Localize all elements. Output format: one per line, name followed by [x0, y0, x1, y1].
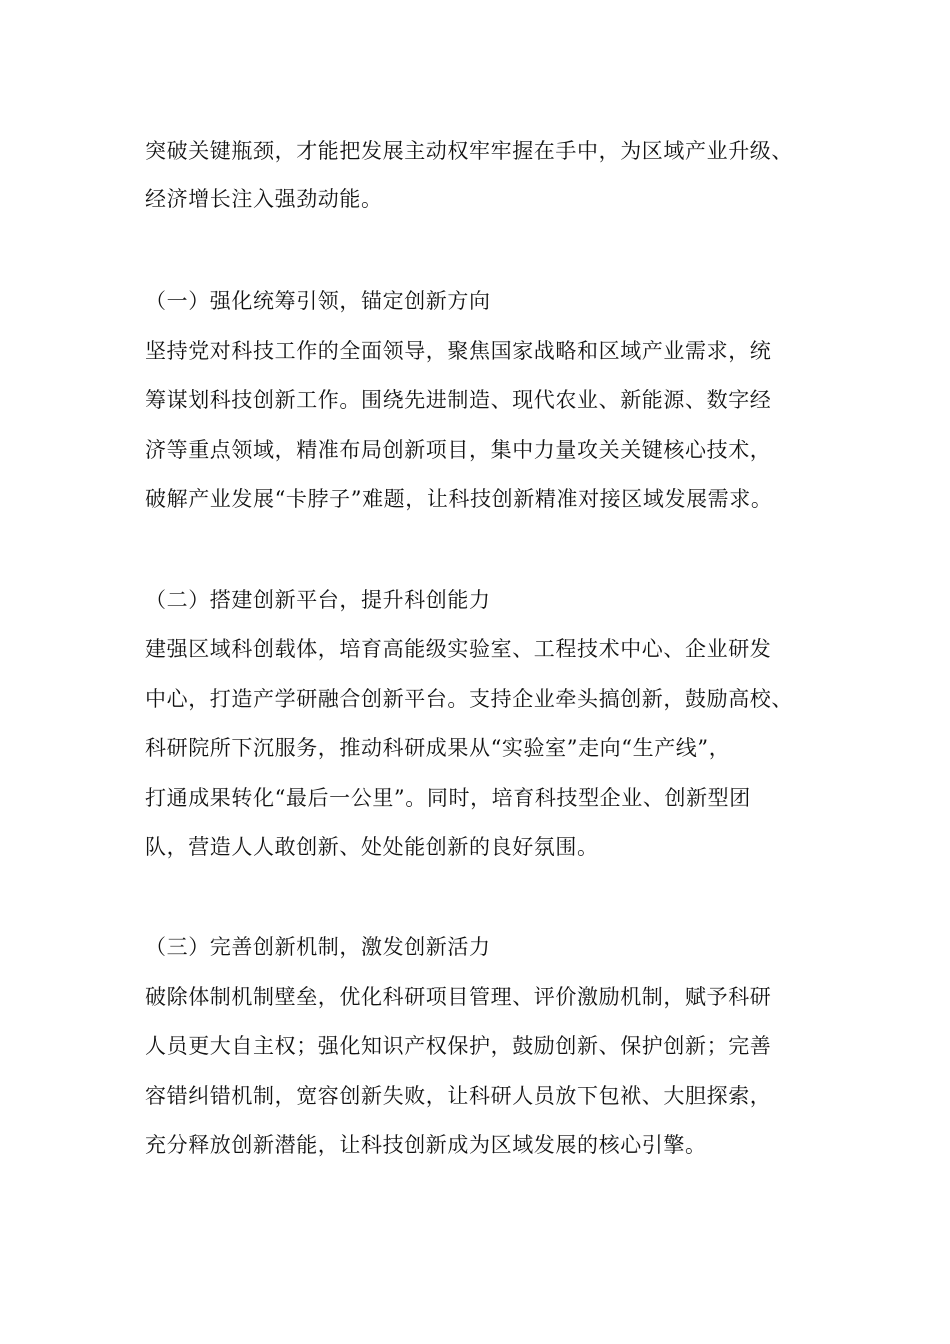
section-heading: （三）完善创新机制，激发创新活力 — [145, 935, 491, 959]
paragraph-line: 筹谋划科技创新工作。围绕先进制造、现代农业、新能源、数字经 — [145, 388, 772, 412]
section-heading: （一）强化统筹引领，锚定创新方向 — [145, 289, 491, 313]
paragraph-line: 科研院所下沉服务，推动科研成果从“实验室”走向“生产线”， — [145, 736, 731, 760]
intro-line: 经济增长注入强劲动能。 — [145, 187, 383, 211]
paragraph-line: 人员更大自主权；强化知识产权保护，鼓励创新、保护创新；完善 — [145, 1034, 772, 1058]
paragraph-line: 坚持党对科技工作的全面领导，聚焦国家战略和区域产业需求，统 — [145, 339, 772, 363]
paragraph-line: 济等重点领域，精准布局创新项目，集中力量攻关关键核心技术， — [145, 438, 772, 462]
paragraph-line: 破除体制机制壁垒，优化科研项目管理、评价激励机制，赋予科研 — [145, 985, 772, 1009]
paragraph-line: 建强区域科创载体，培育高能级实验室、工程技术中心、企业研发 — [145, 637, 772, 661]
section-heading: （二）搭建创新平台，提升科创能力 — [145, 588, 491, 612]
paragraph-line: 充分释放创新潜能，让科技创新成为区域发展的核心引擎。 — [145, 1133, 707, 1157]
paragraph-line: 队，营造人人敢创新、处处能创新的良好氛围。 — [145, 835, 599, 859]
paragraph-line: 破解产业发展“卡脖子”难题，让科技创新精准对接区域发展需求。 — [145, 487, 773, 511]
paragraph-line: 容错纠错机制，宽容创新失败，让科研人员放下包袱、大胆探索， — [145, 1084, 772, 1108]
paragraph-line: 中心，打造产学研融合创新平台。支持企业牵头搞创新，鼓励高校、 — [145, 687, 793, 711]
intro-line: 突破关键瓶颈，才能把发展主动权牢牢握在手中，为区域产业升级、 — [145, 139, 793, 163]
paragraph-line: 打通成果转化“最后一公里”。同时，培育科技型企业、创新型团 — [145, 786, 751, 810]
